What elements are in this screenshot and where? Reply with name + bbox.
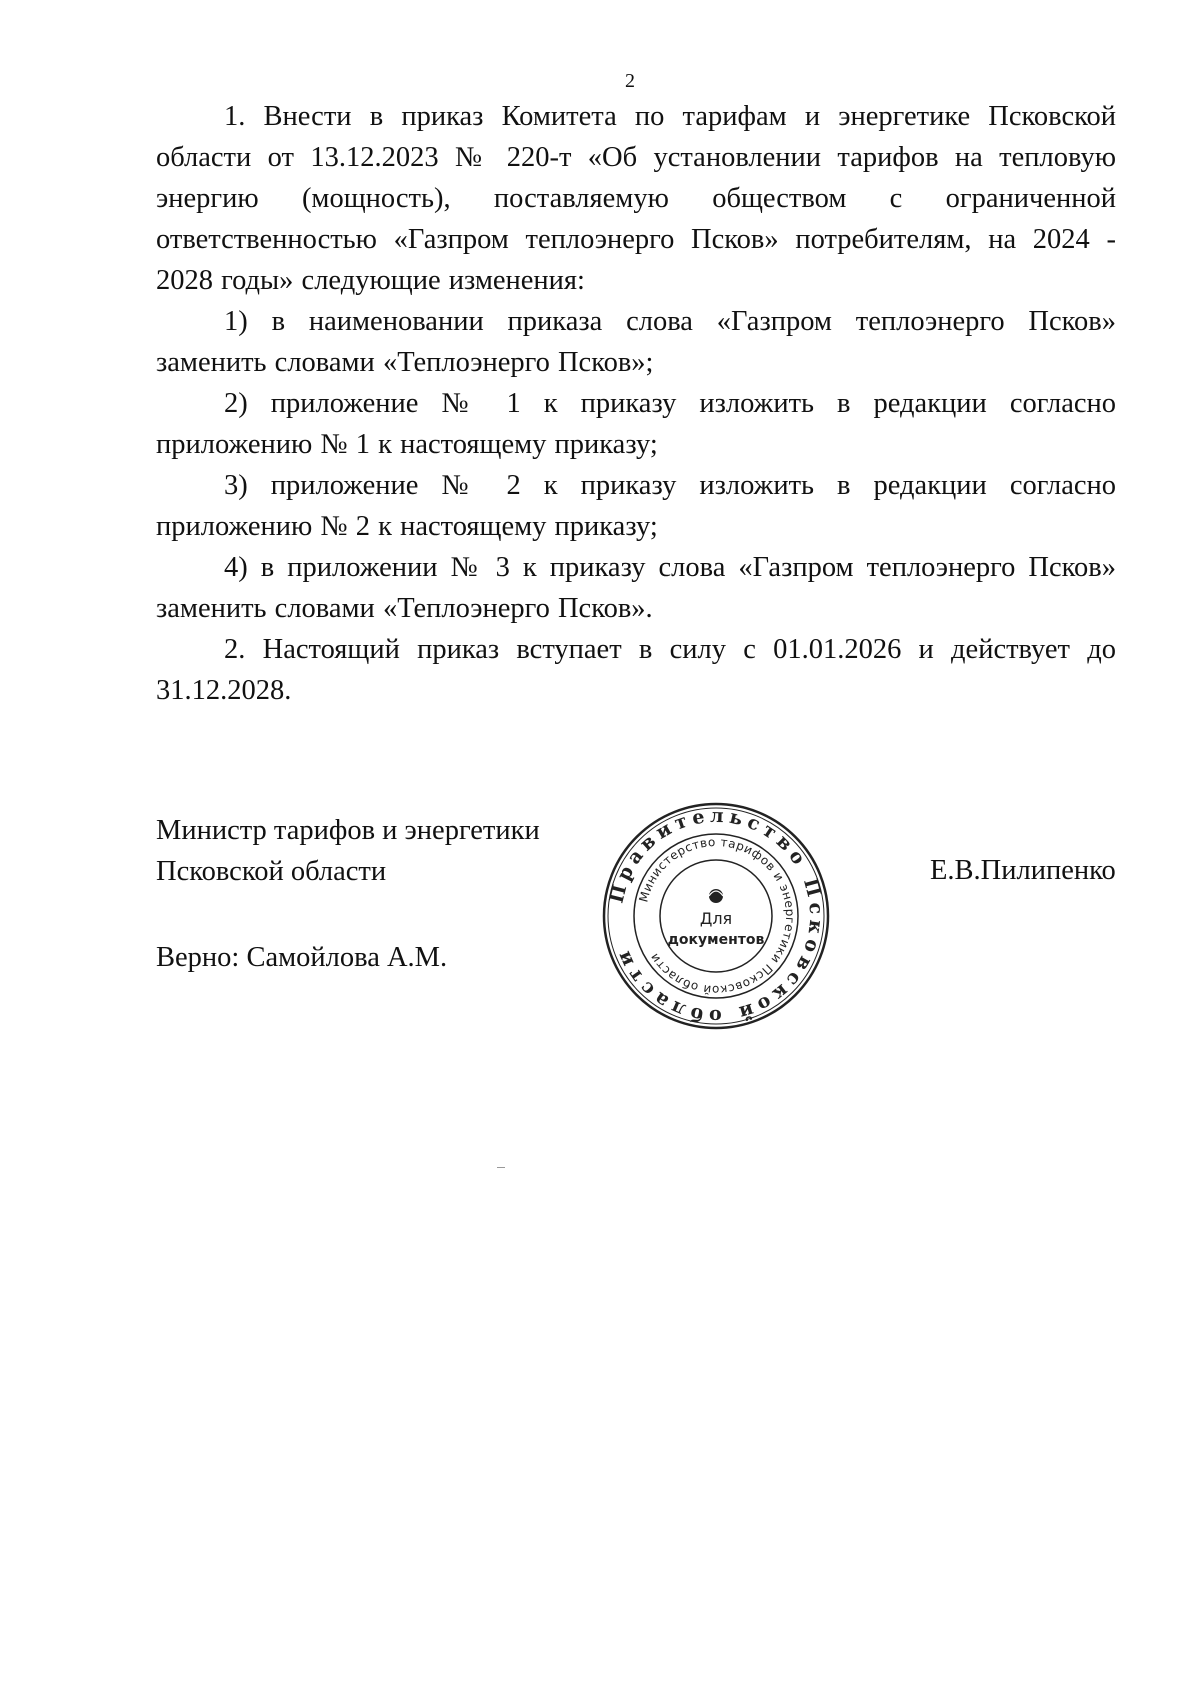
paragraph-1-item-4: 4) в приложении № 3 к приказу слова «Газпром теплоэнерго Псков» заменить словами «Теплоэнерго Псков».: [156, 552, 1116, 624]
paragraph-1-item-1: 1) в наименовании приказа слова «Газпром теплоэнерго Псков» заменить словами «Теплоэнерго Псков»;: [156, 306, 1116, 378]
signatory-position: [156, 810, 540, 892]
official-stamp: [600, 800, 832, 1032]
stamp-inner-text: Министерство тарифов и энергетики Псковской области: [636, 834, 798, 998]
certified-copy-note: Верно: Самойлова А.М.: [156, 942, 448, 973]
page-number: 2: [625, 70, 635, 92]
scan-artifact: [497, 1167, 505, 1168]
document-body: [156, 96, 1116, 711]
paragraph-1-item-2: 2) приложение № 1 к приказу изложить в редакции согласно приложению № 1 к настоящему приказу;: [156, 388, 1116, 460]
paragraph-1: 1. Внести в приказ Комитета по тарифам и энергетике Псковской области от 13.12.2023 № 220-т «Об установлении тарифов на тепловую энергию (мощность), поставляемую обществом с ограниченной ответственностью «Газпром теплоэнерго Псков» потребителям, на 2024 - 2028 годы» следующие изменения:: [156, 101, 1116, 296]
stamp-center-line-1: Для: [699, 909, 733, 928]
paragraph-2: 2. Настоящий приказ вступает в силу с 01.01.2026 и действует до 31.12.2028.: [156, 634, 1116, 706]
signer-name: Е.В.Пилипенко: [930, 855, 1116, 886]
stamp-seal-icon: [600, 800, 832, 1032]
stamp-outer-text: Правительство Псковской области: [605, 804, 828, 1028]
position-line-2: Псковской области: [156, 856, 387, 887]
position-line-1: Министр тарифов и энергетики: [156, 815, 540, 846]
stamp-center-line-2: документов: [667, 932, 765, 948]
paragraph-1-item-3: 3) приложение № 2 к приказу изложить в редакции согласно приложению № 2 к настоящему приказу;: [156, 470, 1116, 542]
stamp-emblem-icon: [709, 889, 723, 903]
